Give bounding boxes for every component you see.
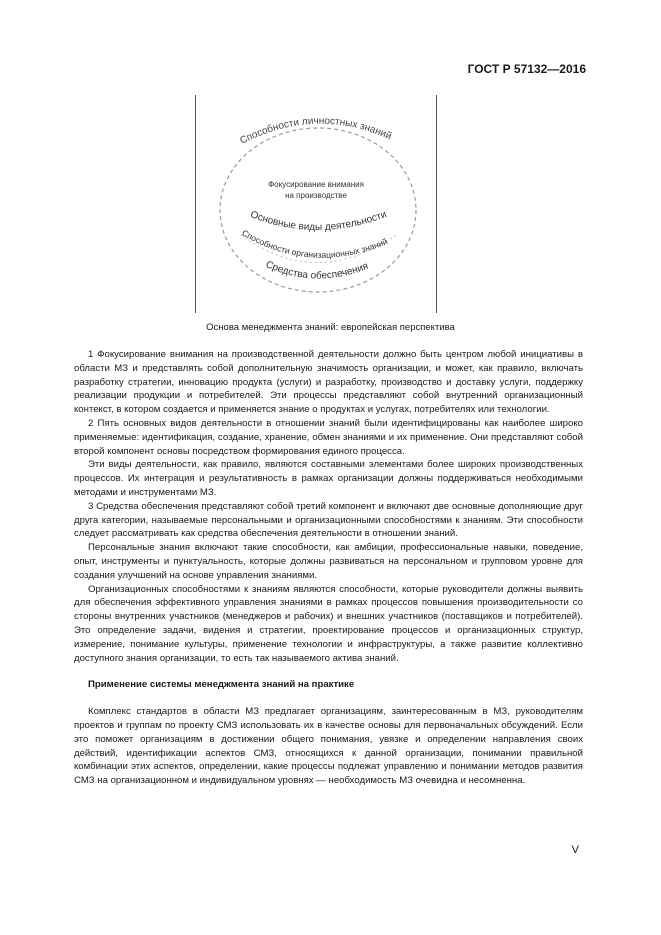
- paragraph: Персональные знания включают такие способности, как амбиции, профессиональные навыки, поведение, опыт, инструменты и пунктуальность, которые должны развиваться на персональном и групповом уровне для создания улучшений на основе управления знаниями.: [74, 542, 583, 581]
- paragraph: 1 Фокусирование внимания на производственной деятельности должно быть центром любой инициативы в области МЗ и представлять собой дополнительную значимость организации, и может, как правило, включать разработку стратегии, инновацию продукта (услуги) и разработку, производство и доставку услуги, поддержку реализации продукции и потребителей. Эти процессы представляют собой внутренний организационный контекст, в котором создается и применяется знание о продуктах и услугах, потребителях или технологии.: [74, 349, 583, 416]
- paragraph: 3 Средства обеспечения представляют собой третий компонент и включают две основные дополняющие друг друга категории, называемые персональными и организационными способностями к знаниям. Эти способности следует рассматривать как средства обеспечения деятельности в отношении знаний.: [74, 500, 583, 540]
- center-label-line2: на производстве: [285, 191, 347, 200]
- arc-label-activities: Основные виды деятельности: [248, 209, 389, 234]
- paragraph: Организационных способностями к знаниям являются способности, которые руководители должны выявить для обеспечения эффективного управления знаниями в рамках процессов повышения производительности со стороны внутренних участников (менеджеров и рабочих) и внешних участников (поставщиков и потребителей). Это определение задачи, видения и стратегии, проектирование процессов и организационных структур, измерение, понимание культуры, применение технологии и инфраструктуры, а также развитие коллективно доступного знания организации, то есть так называемого актива знаний.: [74, 583, 583, 664]
- outer-ring: [220, 128, 416, 292]
- page-number: V: [571, 844, 579, 856]
- center-label-line1: Фокусирование внимания: [268, 180, 364, 189]
- standard-code: ГОСТ Р 57132—2016: [467, 62, 586, 76]
- paragraph: Эти виды деятельности, как правило, являются составными элементами более широких производственных процессов. Их интеграция и результативность в рамках организации должны поддерживаться необходимыми методами и инструментами МЗ.: [74, 459, 583, 498]
- paragraph: Комплекс стандартов в области МЗ предлагает организациям, заинтересованным в МЗ, руководителям проектов и группам по проекту СМЗ использовать их в качестве основы для первоначальных обсуждений. Если это поможет организациям в достижении общего понимания, увязке и определении направления своих действий, идентификации аспектов СМЗ, относящихся к данной организации, понимании правильной комбинации этих аспектов, определении, какие процессы подлежат управлению и понимании методов развития СМЗ на организационном и индивидуальном уровнях — необходимость МЗ очевидна и несомненна.: [74, 706, 583, 787]
- knowledge-framework-diagram: [196, 95, 436, 313]
- outer-label: Способности личностных знаний: [238, 115, 394, 147]
- figure-frame: [195, 95, 437, 313]
- section-heading: Применение системы менеджмента знаний на практике: [88, 679, 355, 691]
- paragraph: 2 Пять основных видов деятельности в отношении знаний были идентифицированы как наиболее широко применяемые: идентификация, создание, хранение, обмен знаниями и их применение. Они представляют собой второй компонент основы посредством формирования единого процесса.: [74, 417, 583, 457]
- body-text: [74, 348, 583, 788]
- arc-label-org-abilities: Способности организационных знаний: [240, 227, 389, 260]
- figure-caption: Основа менеджмента знаний: европейская перспектива: [206, 322, 455, 333]
- arc-label-enablers: Средства обеспечения: [263, 259, 370, 282]
